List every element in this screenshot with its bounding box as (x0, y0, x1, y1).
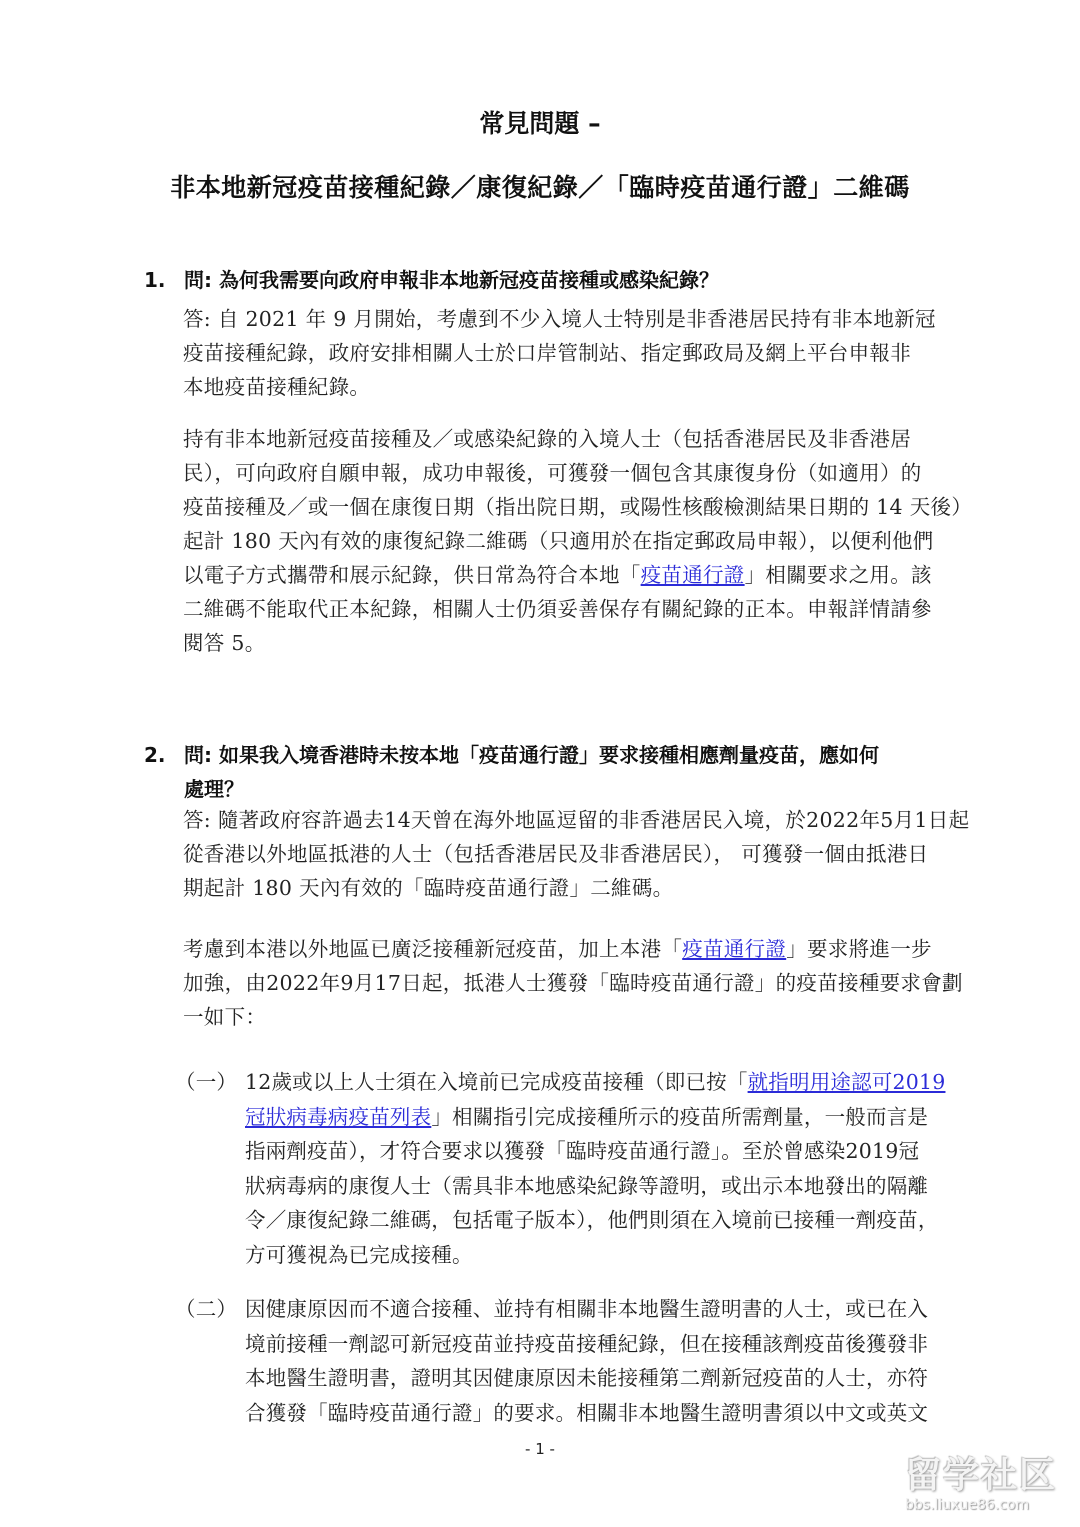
page-number: - 1 - (525, 1440, 555, 1458)
document-title: 常見問題 – (479, 109, 601, 138)
watermark-text: 留学社区 (905, 1455, 1058, 1496)
text-line: 疫苗接種及／或一個在康復日期（指出院日期，或陽性核酸檢測結果日期的 14 天後） (183, 495, 973, 519)
text-line: 問: 如果我入境香港時未按本地「疫苗通行證」要求接種相應劑量疫苗，應如何 (184, 743, 879, 767)
text-line: 本地醫生證明書，證明其因健康原因未能接種第二劑新冠疫苗的人士，亦符 (245, 1366, 929, 1390)
question-text (184, 738, 964, 806)
item-label: （一） (175, 1070, 238, 1094)
text-line: 民），可向政府自願申報，成功申報後，可獲發一個包含其康復身份（如適用）的 (183, 461, 922, 485)
text-line: 狀病毒病的康復人士（需具非本地感染紀錄等證明，或出示本地發出的隔離 (245, 1173, 929, 1198)
text-line: 指兩劑疫苗），才符合要求以獲發「臨時疫苗通行證」。至於曾感染2019冠 (245, 1139, 920, 1163)
text-line: 一如下： (183, 1005, 267, 1029)
text-line: 處理？ (184, 777, 244, 801)
answer-1-paragraph-1 (183, 302, 968, 404)
text-line: 答: 隨著政府容許過去14天曾在海外地區逗留的非香港居民入境，於2022年5月1日起 (183, 808, 970, 832)
text-line: 疫苗接種紀錄，政府安排相關人士於口岸管制站、指定郵政局及網上平台申報非 (183, 341, 911, 365)
text-span: 12歲或以上人士須在入境前已完成疫苗接種（即已按「 (245, 1070, 748, 1094)
watermark-url: bbs.liuxue86.com (905, 1497, 1030, 1513)
text-line: 因健康原因而不適合接種、並持有相關非本地醫生證明書的人士，或已在入 (245, 1297, 929, 1321)
text-line: 本地疫苗接種紀錄。 (183, 375, 371, 399)
text-span: 考慮到本港以外地區已廣泛接種新冠疫苗，加上本港「 (183, 937, 683, 961)
text-line: 加強，由2022年9月17日起，抵港人士獲發「臨時疫苗通行證」的疫苗接種要求會劃 (183, 971, 963, 995)
item-body (245, 1292, 975, 1430)
question-number: 1. (144, 268, 166, 292)
document-subtitle: 非本地新冠疫苗接種紀錄／康復紀錄／「臨時疫苗通行證」二維碼 (170, 173, 910, 202)
text-line: 令／康復紀錄二維碼，包括電子版本），他們則須在入境前已接種一劑疫苗， (245, 1208, 939, 1232)
answer-1-paragraph-2 (183, 422, 973, 660)
text-line: 起計 180 天內有效的康復紀錄二維碼（只適用於在指定郵政局申報），以便利他們 (183, 529, 934, 553)
text-line: 方可獲視為已完成接種。 (245, 1242, 473, 1267)
answer-2-paragraph-1 (183, 803, 968, 905)
text-span: 以電子方式攜帶和展示紀錄，供日常為符合本地「 (183, 563, 641, 587)
answer-2-paragraph-2 (183, 932, 968, 1034)
vaccine-list-link[interactable]: 就指明用途認可2019 (747, 1070, 946, 1094)
text-line: 期起計 180 天內有效的「臨時疫苗通行證」二維碼。 (183, 876, 674, 900)
text-line: 二維碼不能取代正本紀錄，相關人士仍須妥善保存有關紀錄的正本。申報詳情請參 (183, 597, 932, 621)
text-span: 」相關指引完成接種所示的疫苗所需劑量，一般而言是 (431, 1104, 929, 1129)
text-span: 」要求將進一步 (786, 937, 932, 961)
item-body (245, 1065, 975, 1272)
question-text: 問: 為何我需要向政府申報非本地新冠疫苗接種或感染紀錄？ (184, 268, 719, 292)
text-line: 合獲發「臨時疫苗通行證」的要求。相關非本地醫生證明書須以中文或英文 (245, 1400, 929, 1425)
text-line (183, 558, 968, 592)
text-line (245, 1100, 975, 1135)
vaccine-list-link[interactable]: 冠狀病毒病疫苗列表 (245, 1104, 432, 1129)
text-span: 」相關要求之用。該 (744, 563, 932, 587)
text-line: 閱答 5。 (183, 631, 266, 655)
question-number: 2. (144, 743, 166, 767)
text-line: 持有非本地新冠疫苗接種及／或感染紀錄的入境人士（包括香港居民及非香港居 (183, 427, 911, 451)
watermark-logo (905, 1456, 1075, 1526)
item-label: （二） (175, 1297, 238, 1321)
vaccine-pass-link[interactable]: 疫苗通行證 (640, 563, 745, 587)
text-line: 從香港以外地區抵港的人士（包括香港居民及非香港居民）， 可獲發一個由抵港日 (183, 842, 929, 866)
vaccine-pass-link[interactable]: 疫苗通行證 (682, 937, 787, 961)
text-line (183, 932, 968, 966)
text-line: 境前接種一劑認可新冠疫苗並持疫苗接種紀錄，但在接種該劑疫苗後獲發非 (245, 1331, 929, 1356)
text-line: 答: 自 2021 年 9 月開始，考慮到不少入境人士特別是非香港居民持有非本地新冠 (183, 307, 936, 331)
text-line (245, 1065, 975, 1100)
